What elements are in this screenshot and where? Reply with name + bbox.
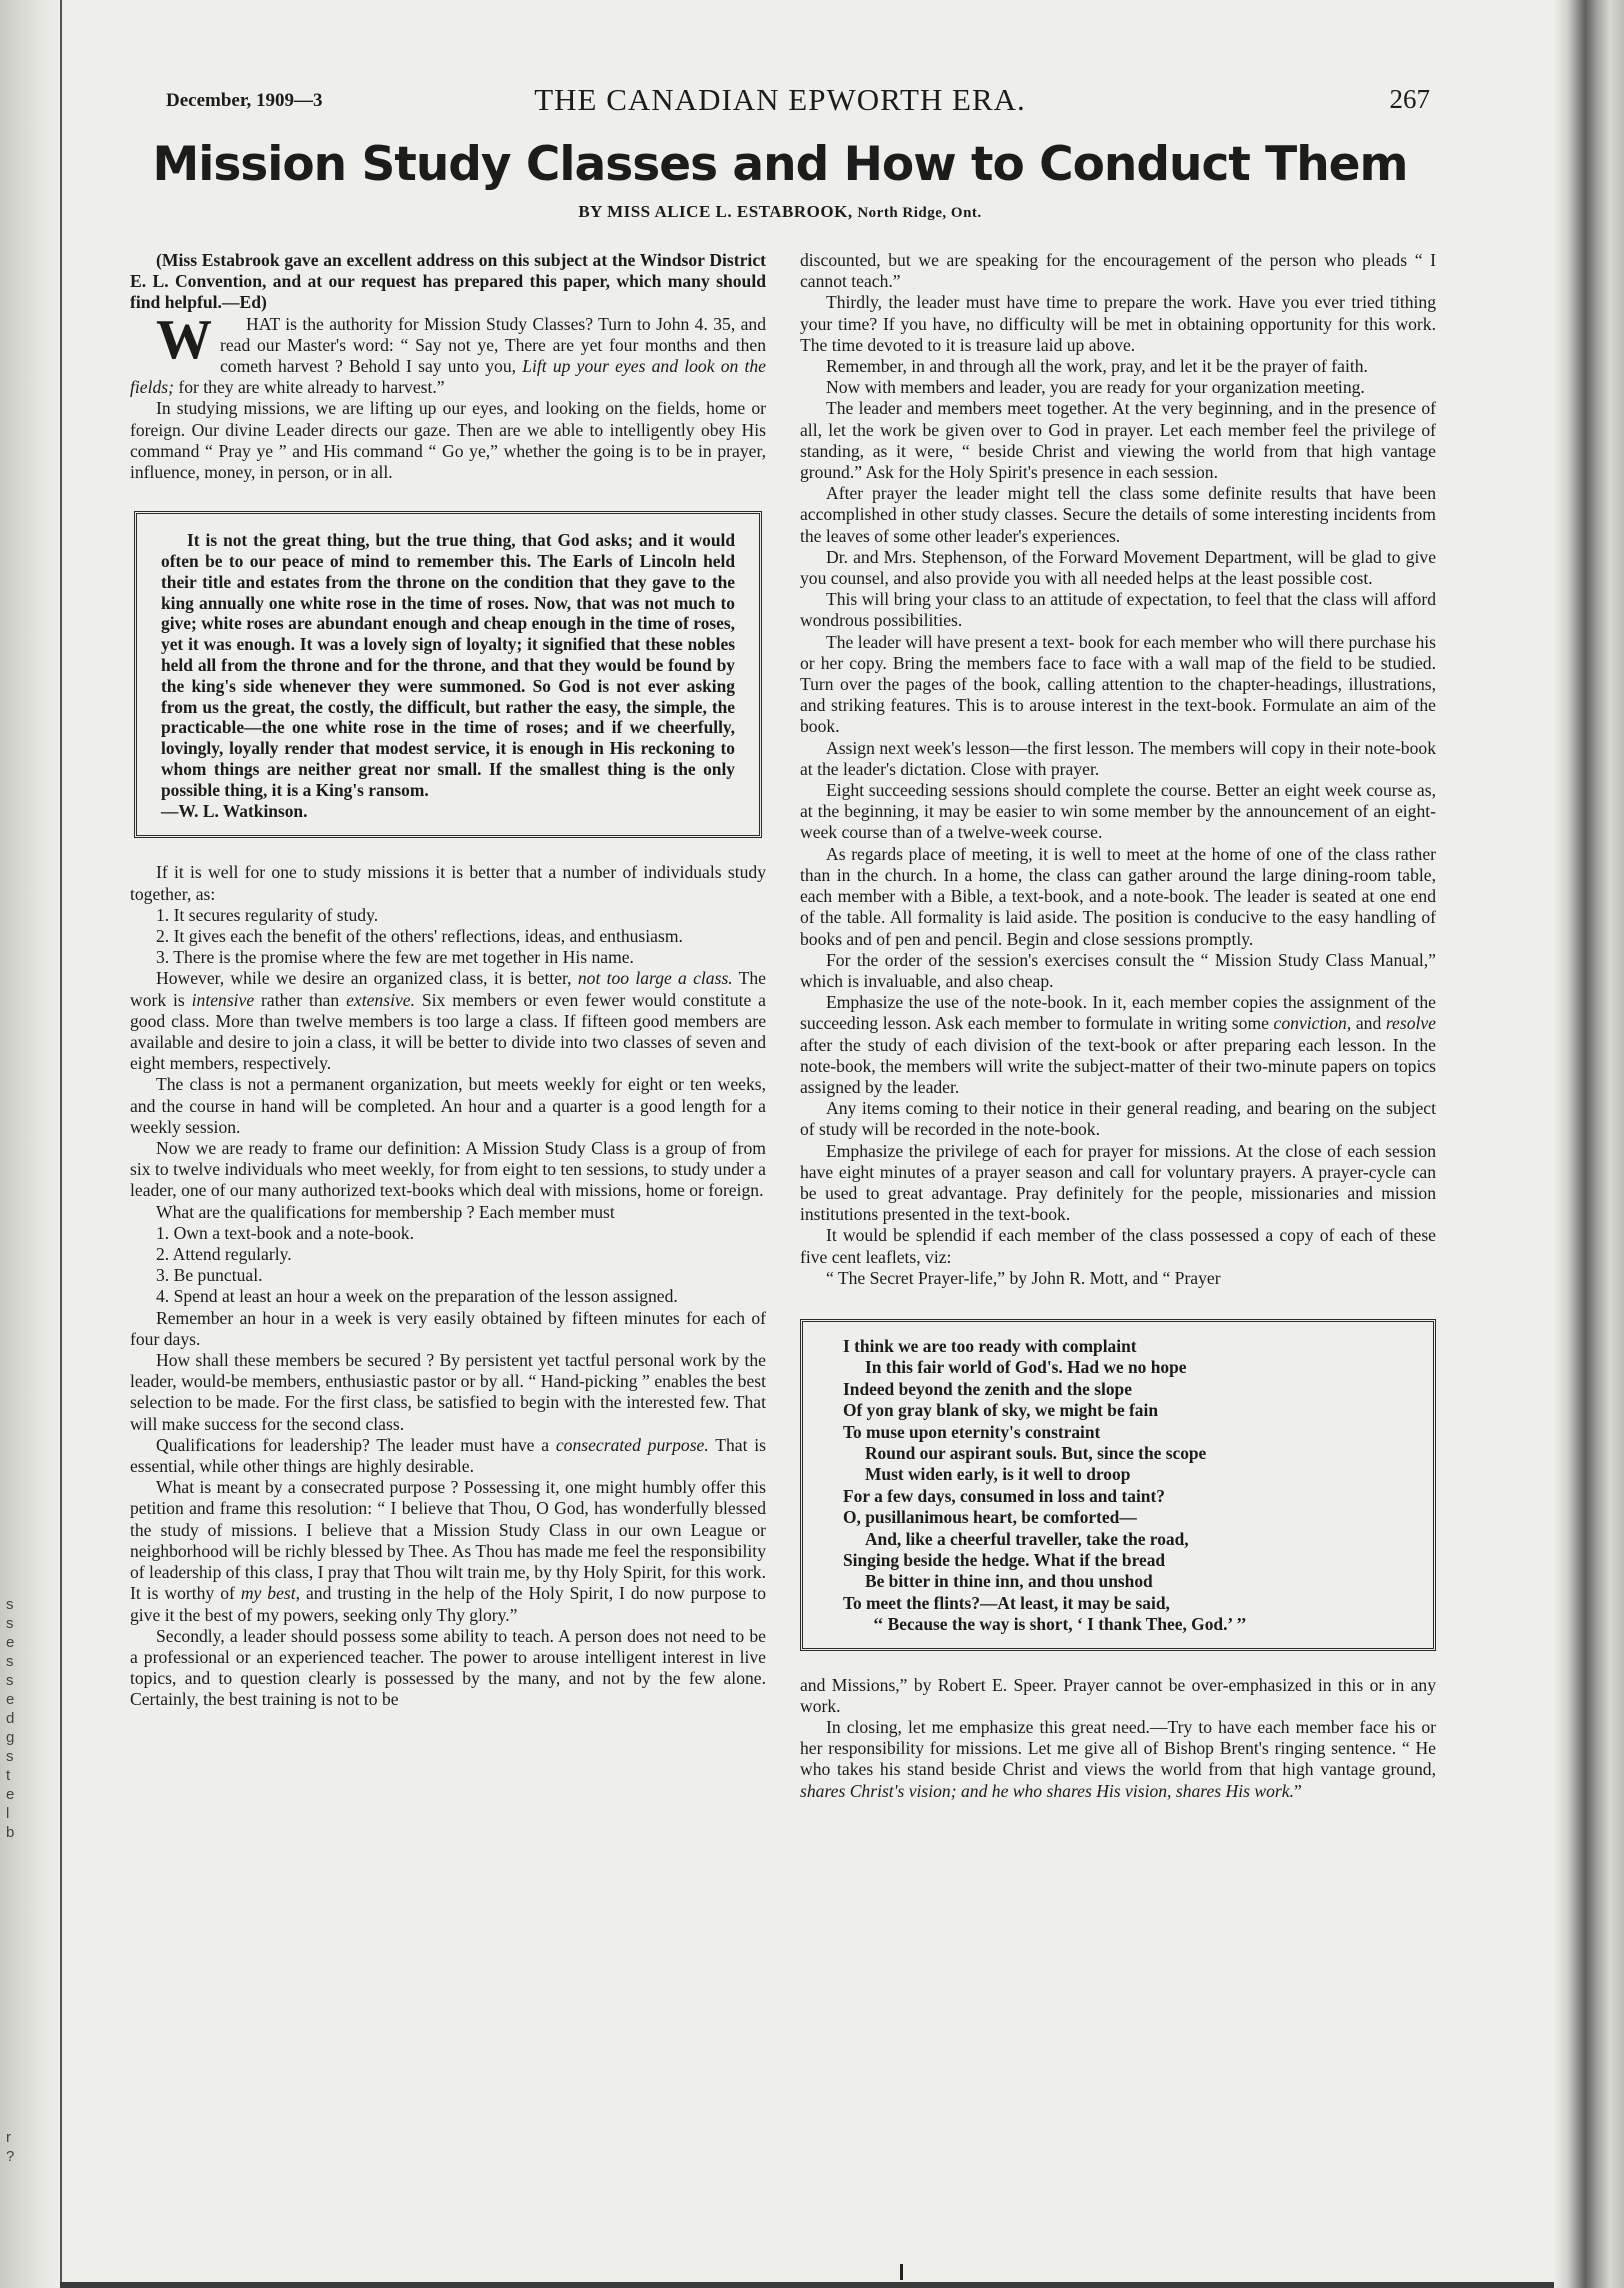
list-item: 1. Own a text-book and a note-book. — [156, 1222, 414, 1243]
paragraph: Emphasize the privilege of each for prayer for missions. At the close of each session have eight minutes of a prayer season and call for voluntary prayers. A prayer-cycle can be used to great advantage. Pray definitely for the people, missionaries and mission institutions presented in the text-book. — [800, 1140, 1436, 1225]
paragraph: The leader and members meet together. At the very beginning, and in the presence of all, let the work be given over to God in prayer. Let each member feel the privilege of standing, as it were, “ beside Christ and viewing the world from that high vantage ground.” Ask for the Holy Spirit's presence in each session. — [800, 398, 1436, 483]
edge-fragments-top: s s e s s e d g s t e l b — [6, 1596, 15, 1841]
list-item: 1. It secures regularity of study. — [156, 904, 379, 925]
paragraph: What is meant by a consecrated purpose ? Possessing it, one might humbly offer this petition and frame this resolution: “ I believe that Thou, O God, has wonderfully blessed the study of missions. I believe that a Mission Study Class in our own League or neighborhood will be richly blessed by Thee. As Thou has made me feel the responsibility of leadership of this class, I pray that Thou wilt train me, by thy Holy Spirit, for this work. It is worthy of my best, and trusting in the help of the Holy Spirit, I do now purpose to give it the best of my powers, seeking only Thy glory.” — [130, 1477, 767, 1625]
list-item: 4. Spend at least an hour a week on the preparation of the lesson assigned. — [156, 1286, 678, 1307]
poem-line: Be bitter in thine inn, and thou unshod — [865, 1571, 1153, 1592]
paragraph: Remember an hour in a week is very easily obtained by fifteen minutes for each of four days. — [130, 1307, 766, 1349]
editor-note: (Miss Estabrook gave an excellent address on this subject at the Windsor District E. L. Convention, and at our request has prepared this paper, which many should find helpful.—Ed) — [130, 250, 766, 313]
paragraph: This will bring your class to an attitude of expectation, to feel that the class will afford wondrous possibilities. — [800, 589, 1436, 631]
paragraph: However, while we desire an organized class, it is better, not too large a class. The work is intensive rather than extensive. Six members or even fewer would constitute a good class. More than twelve members is too large a class. If fifteen good members are available and desire to join a class, it will be better to divide into two classes of seven and eight members, respectively. — [130, 968, 766, 1074]
paragraph: As regards place of meeting, it is well to meet at the home of one of the class rather than in the church. In a home, the class can gather around the large dining-room table, each member with a Bible, a text-book, and a note-book. The leader is seated at one end of the table. All formality is laid aside. The position is conducive to the easy handling of books and of pen and pencil. Begin and close sessions promptly. — [800, 843, 1436, 949]
page-number: 267 — [1389, 84, 1430, 114]
paragraph: The class is not a permanent organization, but meets weekly for eight or ten weeks, and the course in hand will be completed. An hour and a quarter is a good length for a weekly session. — [130, 1074, 766, 1137]
right-column — [800, 250, 1436, 1802]
edge-fragments-bottom: r ? — [6, 2129, 15, 2165]
paragraph: For the order of the session's exercises consult the “ Mission Study Class Manual,” which is invaluable, and also cheap. — [800, 949, 1436, 991]
poem-line: O, pusillanimous heart, be comforted— — [843, 1507, 1137, 1528]
drop-cap: W — [156, 308, 212, 371]
poem-line: In this fair world of God's. Had we no hope — [865, 1357, 1187, 1378]
quote-text: It is not the great thing, but the true thing, that God asks; and it would often be to our peace of mind to remember this. The Earls of Lincoln held their title and estates from the throne on the condition that they gave to the king annually one white rose in the time of roses. Now, that was not much to give; white roses are abundant enough and cheap enough in the time of roses, yet it was enough. It was a lovely sign of loyalty; it signified that these nobles held all from the throne and for the throne, and that they would be found by the king's side whenever they were summoned. So God is not ever asking from us the great, the costly, the difficult, but rather the easy, the simple, the practicable—the one white rose in the time of roses; and if we cheerfully, lovingly, loyally render that modest service, it is enough in His reckoning to whom things are neither great nor small. If the smallest thing is the only possible thing, it is a King's ransom. — [161, 530, 735, 800]
issue-date: December, 1909—3 — [166, 90, 323, 111]
publication-title: THE CANADIAN EPWORTH ERA. — [534, 82, 1026, 117]
paragraph: In studying missions, we are lifting up our eyes, and looking on the fields, home or foreign. Our divine Leader directs our gaze. Then are we able to intelligently obey His command “ Pray ye ” and His command “ Go ye,” whether the going is to be in prayer, influence, money, in person, or in all. — [130, 398, 766, 483]
paragraph: Assign next week's lesson—the first lesson. The members will copy in their note-book at the leader's dictation. Close with prayer. — [800, 737, 1436, 779]
poem-line: Indeed beyond the zenith and the slope — [843, 1378, 1132, 1399]
paragraph: In closing, let me emphasize this great need.—Try to have each member face his or her responsibility for missions. Let me give all of Bishop Brent's ringing sentence. “ He who takes his stand beside Christ and views the world from that high vantage ground, shares Christ's vision; and he who shares His vision, shares His work.” — [800, 1717, 1436, 1801]
poem-line: To meet the flints?—At least, it may be said, — [843, 1592, 1170, 1613]
paragraph: W HAT is the authority for Mission Study Classes? Turn to John 4. 35, and read our Master's word: “ Say not ye, There are yet four months and then cometh harvest ? Behold I say unto you, Lift up your eyes and look on the fields; for they are white already to harvest.” — [130, 308, 766, 398]
paragraph: Now we are ready to frame our definition: A Mission Study Class is a group of from six to twelve individuals who meet weekly, for from eight to ten sessions, to study under a leader, one of our many authorized text-books which deal with missions, home or foreign. — [130, 1138, 766, 1201]
poem-line: ‘‘ Because the way is short, ‘ I thank Thee, God.’ ’’ — [873, 1614, 1247, 1635]
paragraph: “ The Secret Prayer-life,” by John R. Mott, and “ Prayer — [826, 1267, 1221, 1288]
paragraph: Secondly, a leader should possess some ability to teach. A person does not need to be a professional or an experienced teacher. The power to arouse intelligent interest in live topics, and to question clearly is possessed by the many, and not by the few alone. Certainly, the best training is not to be — [130, 1625, 766, 1710]
paragraph: The leader will have present a text- book for each member who will there purchase his or her copy. Bring the members face to face with a wall map of the field to be studied. Turn over the pages of the book, calling attention to the chapter-headings, illustrations, and striking features. This is to arouse interest in the text-book. Formulate an aim of the book. — [800, 631, 1436, 737]
paragraph: Any items coming to their notice in their general reading, and bearing on the subject of study will be recorded in the note-book. — [800, 1098, 1436, 1140]
poem-line: Round our aspirant souls. But, since the scope — [865, 1442, 1207, 1463]
paragraph: Remember, in and through all the work, pray, and let it be the prayer of faith. — [826, 356, 1368, 377]
running-head — [130, 80, 1430, 124]
article-title: Mission Study Classes and How to Conduct Them — [152, 137, 1408, 192]
poem-box — [800, 1319, 1436, 1651]
paragraph: Dr. and Mrs. Stephenson, of the Forward Movement Department, will be glad to give you counsel, and also provide you with all needed helps at the least possible cost. — [800, 546, 1436, 589]
poem-line: Must widen early, is it well to droop — [865, 1464, 1131, 1485]
poem-line: To muse upon eternity's constraint — [843, 1421, 1101, 1442]
paragraph: It would be splendid if each member of the class possessed a copy of each of these five cent leaflets, viz: — [800, 1225, 1436, 1267]
fold-mark — [900, 2264, 903, 2280]
paragraph: discounted, but we are speaking for the encouragement of the person who pleads “ I cannot teach.” — [800, 250, 1436, 292]
left-column — [130, 250, 766, 1711]
list-item: 2. Attend regularly. — [156, 1244, 292, 1265]
paragraph: After prayer the leader might tell the class some definite results that have been accomplished in other study classes. Secure the details of some interesting incidents from the leaves of some other leader's experiences. — [800, 483, 1436, 546]
quote-box — [134, 511, 762, 838]
page-content — [130, 80, 1436, 2260]
poem-line: Singing beside the hedge. What if the bread — [843, 1550, 1166, 1571]
paragraph: and Missions,” by Robert E. Speer. Prayer cannot be over-emphasized in this or in any work. — [800, 1674, 1436, 1716]
paragraph: How shall these members be secured ? By persistent yet tactful personal work by the leader, would-be members, enthusiastic pastor or by all. “ Hand-picking ” enables the best selection to be made. For the first class, be satisfied to begin with the interested few. That will make success for the second class. — [130, 1350, 766, 1434]
binding-edge-right — [1554, 0, 1624, 2288]
page-bottom-rule — [60, 2282, 1554, 2288]
list-item: 2. It gives each the benefit of the others' reflections, ideas, and enthusiasm. — [156, 926, 683, 946]
paragraph: Now with members and leader, you are ready for your organization meeting. — [826, 377, 1365, 398]
quote-attribution: —W. L. Watkinson. — [161, 800, 308, 821]
poem-line: I think we are too ready with complaint — [843, 1335, 1137, 1356]
poem-line: Of yon gray blank of sky, we might be fain — [843, 1400, 1159, 1421]
article-body — [130, 250, 1436, 2240]
paragraph: What are the qualifications for membership ? Each member must — [156, 1201, 615, 1222]
paragraph: Thirdly, the leader must have time to prepare the work. Have you ever tried tithing your time? If you have, no difficulty will be met in obtaining opportunity for this work. The time devoted to it is treasure laid up above. — [800, 292, 1436, 355]
paragraph: Eight succeeding sessions should complete the course. Better an eight week course as, at the beginning, it may be easier to win some member by the announcement of an eight-week course than of a twelve-week course. — [800, 780, 1436, 843]
binding-edge-left — [0, 0, 62, 2288]
list-item: 3. Be punctual. — [156, 1265, 263, 1286]
poem-line: And, like a cheerful traveller, take the road, — [865, 1528, 1189, 1549]
list-item: 3. There is the promise where the few are met together in His name. — [156, 947, 634, 968]
article-byline: BY MISS ALICE L. ESTABROOK, North Ridge, Ont. — [578, 202, 982, 221]
paragraph: Emphasize the use of the note-book. In it, each member copies the assignment of the succeeding lesson. Ask each member to formulate in writing some conviction, and resolve after the study of each division of the text-book or after preparing each lesson. In the note-book, the members will write the subject-matter of their two-minute papers on topics assigned by the leader. — [800, 992, 1436, 1097]
poem-line: For a few days, consumed in loss and taint? — [843, 1485, 1165, 1506]
paragraph: If it is well for one to study missions it is better that a number of individuals study together, as: — [130, 862, 766, 904]
paragraph: Qualifications for leadership? The leader must have a consecrated purpose. That is essential, while other things are highly desirable. — [130, 1434, 766, 1477]
